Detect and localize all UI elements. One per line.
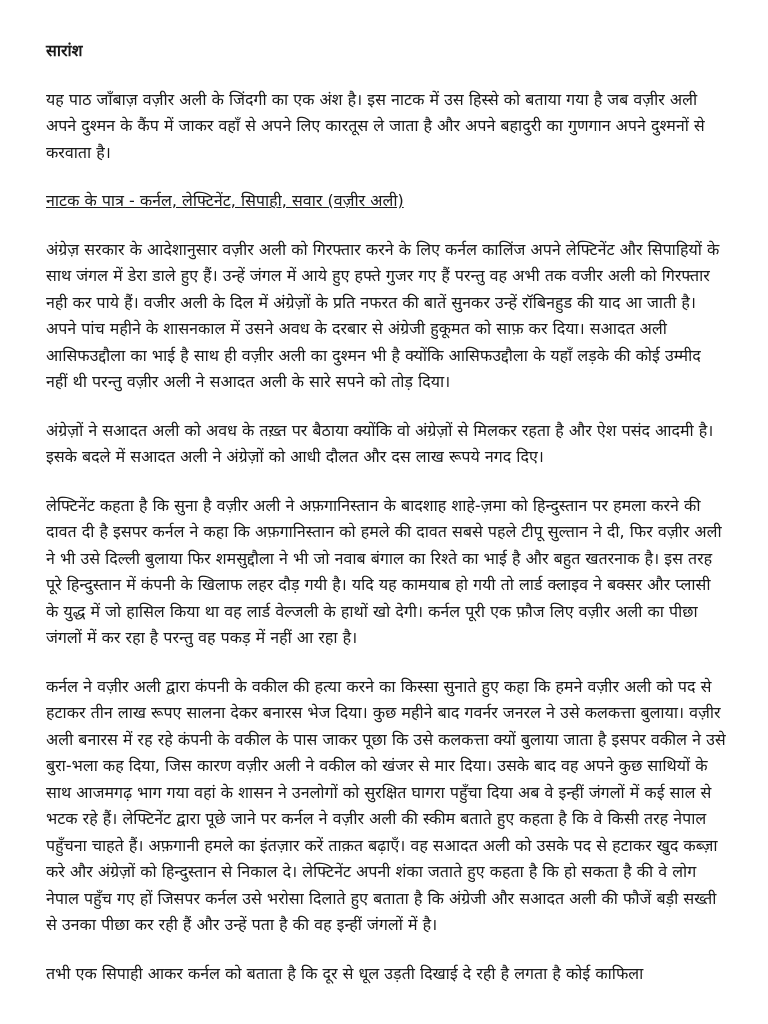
- body-paragraph: लेफ्टिनेंट कहता है कि सुना है वज़ीर अली ने अफ़गानिस्तान के बादशाह शाहे-ज़मा को हिन्दुस्तान पर हमला करने की दावत दी है इसपर कर्नल ने कहा कि अफ़गानिस्तान को हमले की दावत सबसे पहले टीपू सुल्तान ने दी, फिर वज़ीर अली ने भी उसे दिल्ली बुलाया फिर शमसुद्दौला ने भी जो नवाब बंगाल का रिश्ते का भाई है और बहुत खतरनाक है। इस तरह पूरे हिन्दुस्तान में कंपनी के खिलाफ लहर दौड़ गयी है। यदि यह कामयाब हो गयी तो लार्ड क्लाइव ने बक्सर और प्लासी के युद्ध में जो हासिल किया था वह लार्ड वेल्जली के हाथों खो देगी। कर्नल पूरी एक फ़ौज लिए वज़ीर अली का पीछा जंगलों में कर रहा है परन्तु वह पकड़ में नहीं आ रहा है।: [46, 495, 722, 647]
- body-paragraph: अंग्रेज़ों ने सआदत अली को अवध के तख़्त पर बैठाया क्योंकि वो अंग्रेज़ों से मिलकर रहता है और ऐश पसंद आदमी है। इसके बदले में सआदत अली ने अंग्रेज़ों को आधी दौलत और दस लाख रूपये नगद दिए।: [46, 420, 714, 466]
- intro-paragraph: यह पाठ जाँबाज़ वज़ीर अली के जिंदगी का एक अंश है। इस नाटक में उस हिस्से को बताया गया है जब वज़ीर अली अपने दुश्मन के कैंप में जाकर वहाँ से अपने लिए कारतूस ले जाता है और अपने बहादुरी का गुणगान अपने दुश्मनों से करवाता है।: [46, 89, 705, 162]
- body-paragraph: अंग्रेज़ सरकार के आदेशानुसार वज़ीर अली को गिरफ्तार करने के लिए कर्नल कालिंज अपने लेफ्टिनेंट और सिपाहियों के साथ जंगल में डेरा डाले हुए हैं। उन्हें जंगल में आये हुए हफ्ते गुजर गए हैं परन्तु वह अभी तक वजीर अली को गिरफ्तार नही कर पाये हैं। वजीर अली के दिल में अंग्रेज़ों के प्रति नफरत की बातें सुनकर उन्हें रॉबिनहुड की याद आ जाती है। अपने पांच महीने के शासनकाल में उसने अवध के दरबार से अंग्रेजी हुकूमत को साफ़ कर दिया। सआदत अली आसिफउद्दौला का भाई है साथ ही वज़ीर अली का दुश्मन भी है क्योंकि आसिफउद्दौला के यहाँ लड़के की कोई उम्मीद नहीं थी परन्तु वज़ीर अली ने सआदत अली के सारे सपने को तोड़ दिया।: [46, 239, 720, 391]
- body-paragraph: कर्नल ने वज़ीर अली द्वारा कंपनी के वकील की हत्या करने का किस्सा सुनाते हुए कहा कि हमने वज़ीर अली को पद से हटाकर तीन लाख रूपए सालना देकर बनारस भेज दिया। कुछ महीने बाद गवर्नर जनरल ने उसे कलकत्ता बुलाया। वज़ीर अली बनारस में रह रहे कंपनी के वकील के पास जाकर पूछा कि उसे कलकत्ता क्यों बुलाया जाता है इसपर वकील ने उसे बुरा-भला कह दिया, जिस कारण वज़ीर अली ने वकील को खंजर से मार दिया। उसके बाद वह अपने कुछ साथियों के साथ आजमगढ़ भाग गया वहां के शासन ने उनलोगों को सुरक्षित घागरा पहुँचा दिया अब वे इन्हीं जंगलों में कई साल से भटक रहे हैं। लेफ्टिनेंट द्वारा पूछे जाने पर कर्नल ने वज़ीर अली की स्कीम बताते हुए कहता है कि वे किसी तरह नेपाल पहुँचना चाहते हैं। अफ़गानी हमले का इंतज़ार करें ताक़त बढ़ाएँ। वह सआदत अली को उसके पद से हटाकर खुद कब्ज़ा करे और अंग्रेज़ों को हिन्दुस्तान से निकाल दे। लेफ्टिनेंट अपनी शंका जताते हुए कहता है कि हो सकता है की वे लोग नेपाल पहुँच गए हों जिसपर कर्नल उसे भरोसा दिलाते हुए बताता है कि अंग्रेजी और सआदत अली की फौजें बड़ी सख्ती से उनका पीछा कर रही हैं और उन्हें पता है की वह इन्हीं जंगलों में है।: [46, 676, 726, 934]
- characters-line: नाटक के पात्र - कर्नल, लेफ्टिनेंट, सिपाही, सवार (वज़ीर अली): [46, 191, 404, 210]
- body-paragraph: तभी एक सिपाही आकर कर्नल को बताता है कि दूर से धूल उड़ती दिखाई दे रही है लगता है कोई काफिला: [46, 963, 644, 983]
- document-page: [46, 38, 726, 1009]
- summary-heading: सारांश: [46, 41, 83, 60]
